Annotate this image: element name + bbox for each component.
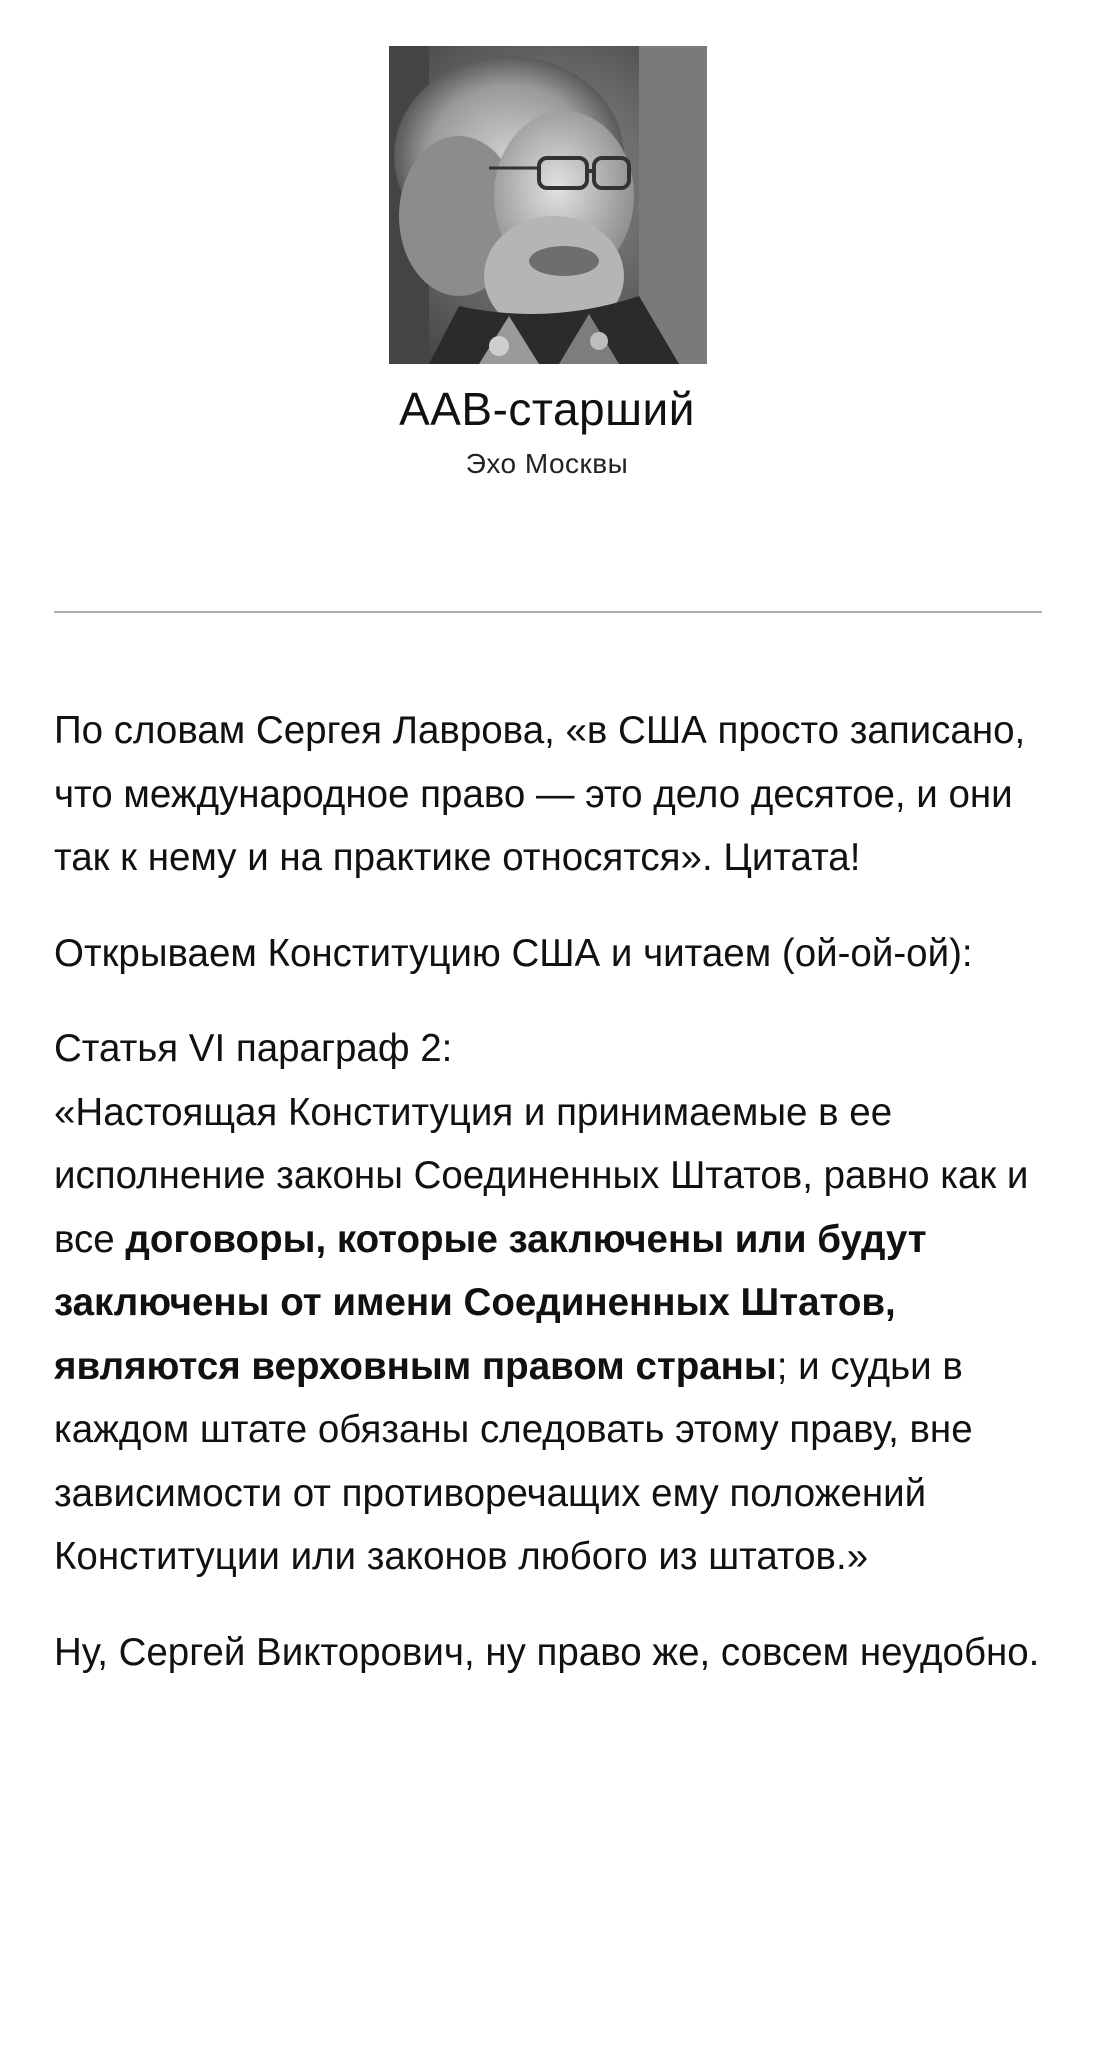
paragraph-1: По словам Сергея Лаврова, «в США просто записано, что международное право — это дело десятое, и они так к нему и на практике относятся». Цитата!: [54, 709, 1026, 879]
quote-end: ; и судьи в каждом штате обязаны следовать этому праву, вне зависимости от противоречащих ему положений Конституции или законов любого из штатов.»: [54, 1344, 973, 1578]
quote-bold: договоры, которые заключены или будут заключены от имени Соединенных Штатов, являются верховным правом страны: [54, 1217, 927, 1388]
quote-heading: Статья VI параграф 2:: [54, 1027, 453, 1070]
author-source[interactable]: Эхо Москвы: [465, 448, 629, 479]
divider: [54, 611, 1042, 613]
author-photo-icon: [389, 46, 707, 364]
author-avatar[interactable]: [389, 46, 707, 364]
paragraph-2: Открываем Конституцию США и читаем (ой-ой-ой):: [54, 931, 973, 975]
author-name[interactable]: ААВ-старший: [399, 383, 695, 435]
paragraph-3: [54, 1017, 1054, 1589]
quote-start: «Настоящая Конституция и принимаемые в ее исполнение законы Соединенных Штатов, равно как и все: [54, 1090, 1029, 1261]
article-body: [54, 699, 1054, 1716]
paragraph-4: Ну, Сергей Викторович, ну право же, совсем неудобно.: [54, 1630, 1040, 1674]
